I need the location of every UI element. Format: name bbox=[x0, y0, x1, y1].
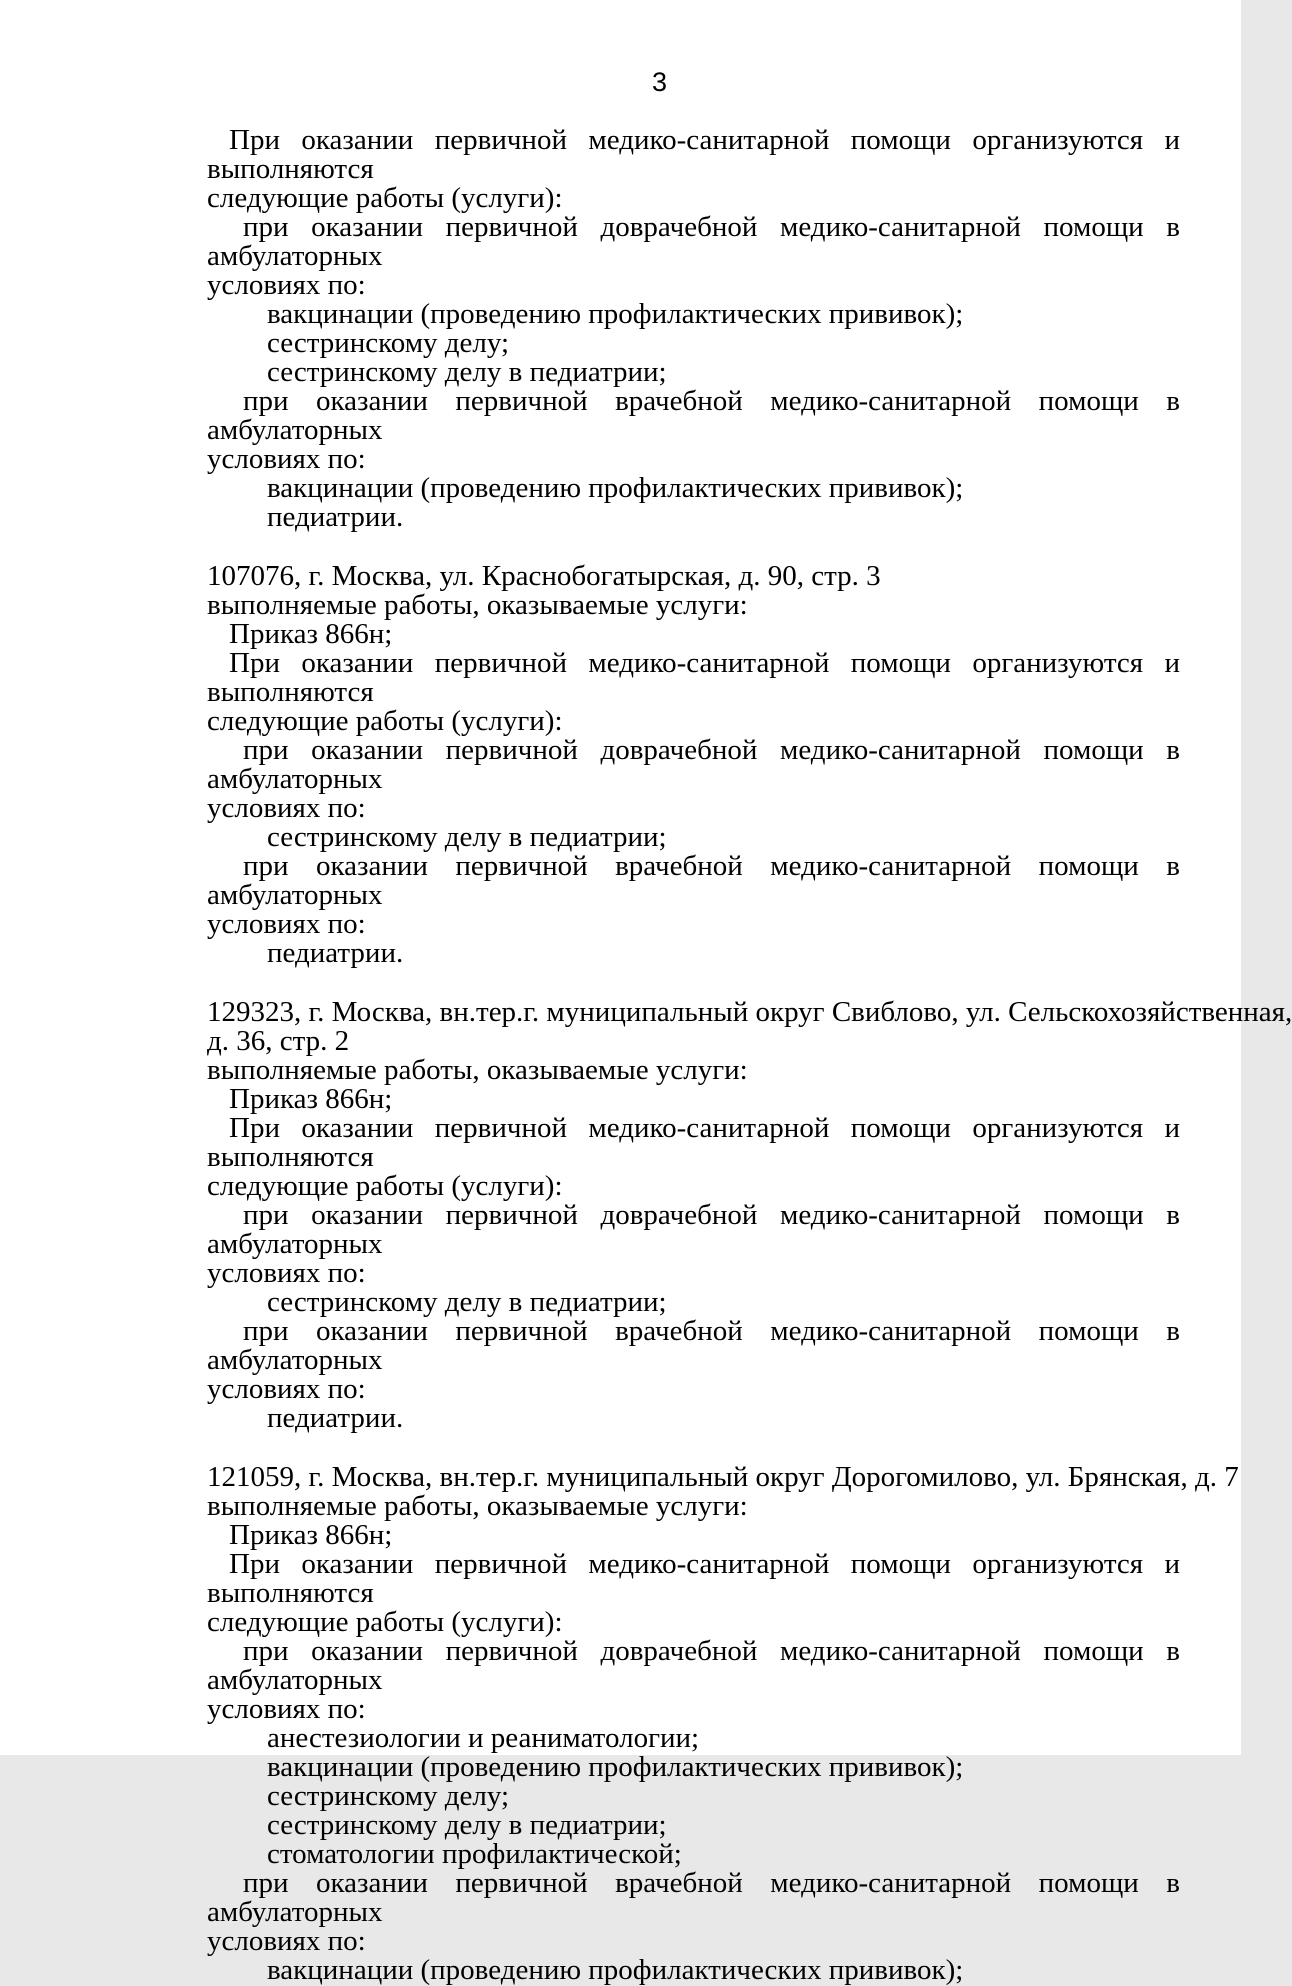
text-line: при оказании первичной врачебной медико-санитарной помощи в амбулаторных bbox=[207, 385, 1180, 446]
text-line: педиатрии. bbox=[267, 501, 404, 533]
text-line: условиях по: bbox=[207, 1257, 366, 1289]
text-line: выполняемые работы, оказываемые услуги: bbox=[207, 589, 748, 621]
location-129323 bbox=[207, 996, 1292, 1434]
text-line: сестринскому делу; bbox=[267, 1780, 510, 1812]
text-line: при оказании первичной доврачебной медико-санитарной помощи в амбулаторных bbox=[207, 734, 1180, 795]
text-line: сестринскому делу в педиатрии; bbox=[267, 821, 667, 853]
text-line: условиях по: bbox=[207, 792, 366, 824]
text-line: педиатрии. bbox=[267, 937, 404, 969]
text-line: сестринскому делу в педиатрии; bbox=[267, 356, 667, 388]
text-line: сестринскому делу; bbox=[267, 327, 510, 359]
text-line: следующие работы (услуги): bbox=[207, 1170, 563, 1202]
text-line: следующие работы (услуги): bbox=[207, 1606, 563, 1638]
text-line: При оказании первичной медико-санитарной помощи организуются и выполняются bbox=[207, 124, 1180, 185]
text-line: 129323, г. Москва, вн.тер.г. муниципальный округ Свиблово, ул. Сельскохозяйственная, bbox=[207, 996, 1292, 1028]
text-line: педиатрии. bbox=[267, 1402, 404, 1434]
location-121059 bbox=[207, 1461, 1239, 1986]
text-line: вакцинации (проведению профилактических прививок); bbox=[267, 298, 964, 330]
text-line: условиях по: bbox=[207, 1925, 366, 1957]
text-line: 121059, г. Москва, вн.тер.г. муниципальный округ Дорогомилово, ул. Брянская, д. 7 bbox=[207, 1461, 1239, 1493]
text-line: при оказании первичной доврачебной медико-санитарной помощи в амбулаторных bbox=[207, 1635, 1180, 1696]
text-line: 107076, г. Москва, ул. Краснобогатырская, д. 90, стр. 3 bbox=[207, 560, 881, 592]
text-line: д. 36, стр. 2 bbox=[207, 1025, 350, 1057]
text-line: выполняемые работы, оказываемые услуги: bbox=[207, 1054, 748, 1086]
text-line: При оказании первичной медико-санитарной помощи организуются и выполняются bbox=[207, 1112, 1180, 1173]
text-line: условиях по: bbox=[207, 908, 366, 940]
text-line: вакцинации (проведению профилактических прививок); bbox=[267, 1751, 964, 1783]
text-line: при оказании первичной врачебной медико-санитарной помощи в амбулаторных bbox=[207, 850, 1180, 911]
text-line: стоматологии профилактической; bbox=[267, 1838, 682, 1870]
text-line: следующие работы (услуги): bbox=[207, 182, 563, 214]
text-line: выполняемые работы, оказываемые услуги: bbox=[207, 1490, 748, 1522]
text-line: при оказании первичной врачебной медико-санитарной помощи в амбулаторных bbox=[207, 1315, 1180, 1376]
text-line: При оказании первичной медико-санитарной помощи организуются и выполняются bbox=[207, 1548, 1180, 1609]
text-line: при оказании первичной доврачебной медико-санитарной помощи в амбулаторных bbox=[207, 1199, 1180, 1260]
text-line: условиях по: bbox=[207, 269, 366, 301]
location-107076 bbox=[207, 562, 1180, 968]
text-line: условиях по: bbox=[207, 443, 366, 475]
services-continued bbox=[207, 126, 1180, 532]
document-body bbox=[207, 124, 1292, 1986]
text-line: Приказ 866н; bbox=[229, 1519, 393, 1551]
text-line: Приказ 866н; bbox=[229, 1083, 393, 1115]
page-number: 3 bbox=[652, 67, 668, 97]
text-line: анестезиологии и реаниматологии; bbox=[267, 1722, 700, 1754]
text-line: сестринскому делу в педиатрии; bbox=[267, 1809, 667, 1841]
text-line: вакцинации (проведению профилактических прививок); bbox=[267, 1954, 964, 1986]
text-line: сестринскому делу в педиатрии; bbox=[267, 1286, 667, 1318]
text-line: условиях по: bbox=[207, 1373, 366, 1405]
text-line: При оказании первичной медико-санитарной помощи организуются и выполняются bbox=[207, 647, 1180, 708]
text-line: следующие работы (услуги): bbox=[207, 705, 563, 737]
text-line: при оказании первичной врачебной медико-санитарной помощи в амбулаторных bbox=[207, 1867, 1180, 1928]
text-line: условиях по: bbox=[207, 1693, 366, 1725]
text-line: Приказ 866н; bbox=[229, 618, 393, 650]
text-line: при оказании первичной доврачебной медико-санитарной помощи в амбулаторных bbox=[207, 211, 1180, 272]
text-line: вакцинации (проведению профилактических прививок); bbox=[267, 472, 964, 504]
